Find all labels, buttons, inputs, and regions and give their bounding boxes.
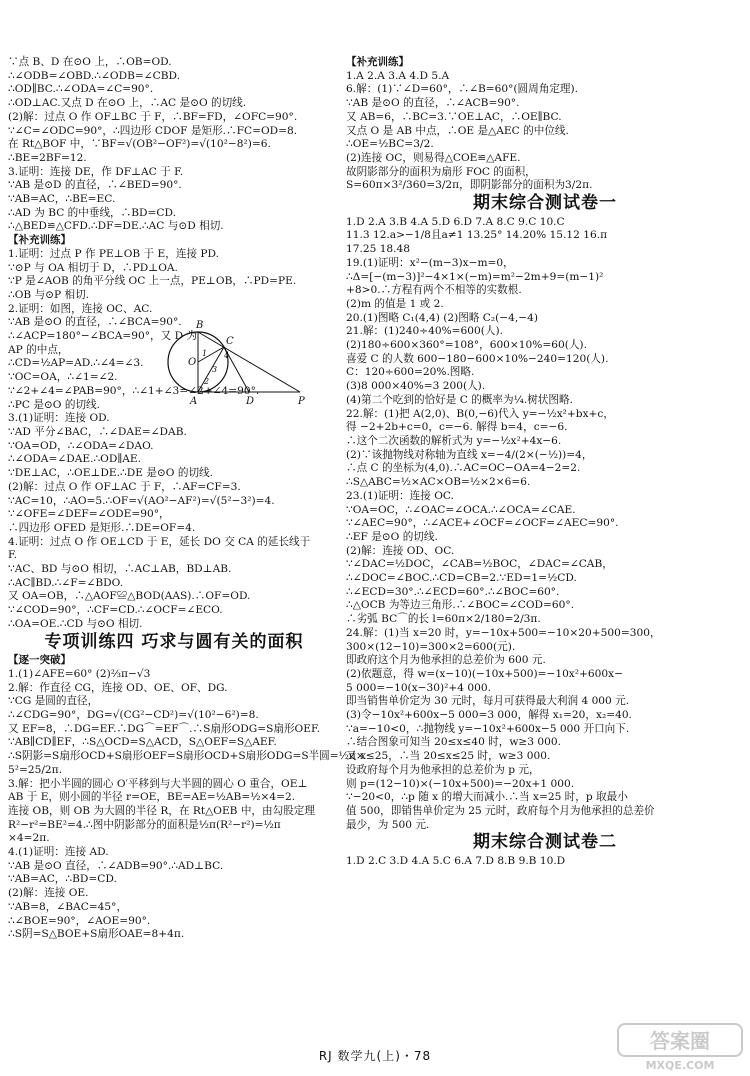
figure-label: 3: [212, 365, 218, 375]
text-line: ∴OA=OE.∴CD 与⊙O 相切.: [8, 617, 143, 630]
figure-label: 2: [204, 377, 210, 387]
text-line: S=60π×3²/360=3/2π，即阴影部分的面积为3/2π.: [346, 179, 593, 192]
text-line: (2)m 的值是 1 或 2.: [346, 297, 444, 310]
text-line: (4)第二个吃到的恰好是 C 的概率为¼.树状图略.: [346, 393, 573, 406]
text-line: 24.解：(1)当 x=20 时，y=−10x+500=−10×20+500=300，: [346, 626, 661, 639]
text-line: AP 的中点，: [8, 343, 69, 356]
text-line: ∵∠DAC=½DOC，∠CAB=½BOC，∠DAC=∠CAB，: [346, 558, 613, 571]
text-line: 即当销售单价定为 30 元时，每月可获得最大利润 4 000 元.: [346, 695, 630, 708]
text-line: (2)解：连接 OE.: [8, 887, 89, 900]
text-line: (2)解：过点 O 作 OF⊥BC 于 F，∴BF=FD，∠OFC=90°.: [8, 110, 298, 123]
text-line: ∵AB∥CD∥EF，∴S△OCD=S△ACD，S△OEF=S△AEF.: [8, 736, 277, 749]
text-line: 300×(12−10)=300×2=600(元).: [346, 640, 516, 653]
text-line: ∵AB 是⊙D 的直径，∴∠BED=90°.: [8, 179, 182, 192]
text-line: ∵−20<0，∴p 随 x 的增大而减小.∴当 x=25 时，p 取最小: [346, 791, 628, 804]
text-line: ∵AC、BD 与⊙O 相切，∴AC⊥AB，BD⊥AB.: [8, 563, 232, 576]
text-line: 即政府这个月为他承担的总差价为 600 元.: [346, 654, 546, 667]
text-line: 5²=25/2π.: [8, 763, 62, 776]
watermark-text: 答案圈: [650, 1029, 710, 1053]
text-line: ∴∠ODA=∠DAE.∴OD∥AE.: [8, 453, 142, 466]
figure-label: B: [196, 320, 204, 332]
text-line: ∴OE=½BC=3/2.: [346, 138, 434, 151]
text-line: 2.解：作直径 CG，连接 OD、OE、OF、DG.: [8, 681, 228, 694]
right-column: [346, 56, 744, 869]
text-line: (3)8 000×40%=3 200(人).: [346, 380, 486, 393]
text-line: ∵⊙P 与 OA 相切于 D，∴PD⊥OA.: [8, 261, 178, 274]
right-block-2: [346, 216, 744, 833]
right-block-3: [346, 855, 744, 869]
text-line: R²−r²=BE²=4.∴图中阴影部分的面积是½π(R²−r²)=½π: [8, 818, 281, 831]
text-line: 4.(1)证明：连接 AD.: [8, 846, 109, 859]
text-line: ∵OA=OD，∴∠ODA=∠DAO.: [8, 439, 154, 452]
text-line: 2.证明：如图，连接 OC、AC.: [8, 302, 153, 315]
text-line: ∵a=−10<0，∴抛物线 y=−10x²+600x−5 000 开口向下.: [346, 722, 630, 735]
section-tag: 【逐一突破】: [8, 654, 71, 667]
text-line: ×4=2π.: [8, 832, 50, 845]
text-line: 1.证明：过点 P 作 PE⊥OB 于 E，连接 PD.: [8, 247, 220, 260]
text-line: ∴∠DOC=∠BOC.∴CD=CB=2.∵ED=1=½CD.: [346, 572, 577, 585]
text-line: F.: [8, 549, 18, 562]
text-line: ∴四边形 OFED 是矩形.∴DE=OF=4.: [8, 521, 196, 534]
text-line: ∴OB 与⊙P 相切.: [8, 288, 90, 301]
text-line: 又 x≤25，∴当 20≤x≤25 时，w≥3 000.: [346, 750, 551, 763]
left-block-2: [8, 667, 365, 942]
text-line: ∴S△ABC=½×AC×OB=½×2×6=6.: [346, 476, 531, 489]
text-line: (2)解：连接 OD、OC.: [346, 544, 455, 557]
text-line: ∴OD⊥AC.又点 D 在⊙O 上，∴AC 是⊙O 的切线.: [8, 97, 247, 110]
text-line: ∴∠ODB=∠OBD.∴∠ODB=∠CBD.: [8, 69, 180, 82]
text-line: 故阴影部分的面积为扇形 FOC 的面积，: [346, 165, 536, 178]
text-line: ∵AB 是⊙O 的直径，∴∠BCA=90°.: [8, 316, 182, 329]
text-line: ∴∠ECD=30°.∴∠ECD=60°.∴∠BOC=60°.: [346, 585, 560, 598]
text-line: 1.D 2.C 3.D 4.A 5.C 6.A 7.D 8.B 9.B 10.D: [346, 855, 566, 868]
text-line: 又 OA=OB，∴△AOF≌△BOD(AAS).∴OF=OD.: [8, 590, 251, 603]
text-line: 20.(1)图略 C₁(4,4) (2)图略 C₂(−4,−4): [346, 311, 539, 324]
text-line: ∴∠ACP=180°−∠BCA=90°，又 D 为: [8, 330, 198, 343]
text-line: (2)∵该抛物线对称轴为直线 x=−4/(2×(−½))=4，: [346, 448, 593, 461]
text-line: ∵DE⊥AC，∴OE⊥DE.∴DE 是⊙O 的切线.: [8, 467, 213, 480]
exam-title-2: 期末综合测试卷二: [473, 832, 617, 853]
text-line: ∵∠2+∠4=∠PAB=90°，∴∠1+∠3=∠2+∠4=90°.: [8, 384, 260, 397]
text-line: ∴结合图象可知当 20≤x≤40 时，w≥3 000.: [346, 736, 561, 749]
text-line: 值 500，即销售单价定为 25 元时，政府每个月为他承担的总差价: [346, 804, 655, 817]
text-line: 4.证明：过点 O 作 OE⊥CD 于 E，延长 DO 交 CA 的延长线于: [8, 535, 311, 548]
text-line: ∵AD 平分∠BAC，∴∠DAE=∠DAB.: [8, 425, 187, 438]
text-line: ∴点 C 的坐标为(4,0).∴AC=OC−OA=4−2=2.: [346, 462, 581, 475]
text-line: ∵点 B、D 在⊙O 上，∴OB=OD.: [8, 56, 172, 68]
text-line: ∴PC 是⊙O 的切线.: [8, 398, 101, 411]
figure-label: D: [246, 396, 255, 408]
text-line: ∴Δ=[−(m−3)]²−4×1×(−m)=m²−2m+9=(m−1)²: [346, 270, 604, 283]
watermark-logo: [616, 1022, 744, 1072]
text-line: ∴△BED≌△CFD.∴DF=DE.∴AC 与⊙D 相切.: [8, 220, 224, 233]
text-line: ∵AB=8，∠BAC=45°，: [8, 900, 128, 913]
text-line: ∵P 是∠AOB 的角平分线 OC 上一点，PE⊥OB，∴PD=PE.: [8, 275, 297, 288]
text-line: ∴OD∥BC.∴∠ODA=∠C=90°.: [8, 83, 154, 96]
text-line: ∵OA=OC，∴∠OAC=∠OCA.∴∠OCA=∠CAE.: [346, 503, 576, 516]
section-tag: 【补充训练】: [346, 56, 409, 68]
text-line: C：120÷600=20%.图略.: [346, 366, 475, 379]
text-line: ∵AB 是⊙O 直径，∴∠ADB=90°.∴AD⊥BC.: [8, 859, 224, 872]
text-line: 又 EF=8，∴DG=EF.∴DG⌒=EF⌒.∴S扇形ODG=S扇形OEF.: [8, 722, 321, 735]
figure-label: 1: [202, 349, 208, 359]
text-line: ∴这个二次函数的解析式为 y=−½x²+4x−6.: [346, 434, 562, 447]
text-line: ∴AC∥BD.∴∠F=∠BDO.: [8, 576, 124, 589]
text-line: ∵OC=OA，∴∠1=∠2.: [8, 371, 118, 384]
exam-title-1: 期末综合测试卷一: [473, 193, 617, 214]
text-line: AB 于 E，则小圆的半径 r=OE，BE=AE=½AB=½×4=2.: [8, 791, 296, 804]
text-line: 3.(1)证明：连接 OD.: [8, 412, 110, 425]
text-line: (2)解：过点 O 作 OF⊥AC 于 F，∴AF=CF=3.: [8, 480, 241, 493]
text-line: ∵∠OFE=∠DEF=∠ODE=90°，: [8, 508, 170, 521]
text-line: ∴S阴影=S扇形OCD+S扇形OEF=S扇形OCD+S扇形ODG=S半圆=½π×: [8, 750, 365, 763]
text-line: 3.证明：连接 DE，作 DF⊥AC 于 F.: [8, 165, 184, 178]
text-line: 设政府每个月为他承担的总差价为 p 元，: [346, 763, 540, 776]
text-line: 最少，为 500 元.: [346, 818, 430, 831]
text-line: 17.25 18.48: [346, 243, 411, 256]
text-line: ∵∠C=∠ODC=90°，∴四边形 CDOF 是矩形.∴FC=OD=8.: [8, 124, 298, 137]
text-line: 1.D 2.A 3.B 4.A 5.D 6.D 7.A 8.C 9.C 10.C: [346, 215, 565, 228]
text-line: ∵∠AEC=90°，∴∠ACE+∠OCF=∠OCF=∠AEC=90°.: [346, 517, 619, 530]
text-line: ∵CG 是圆的直径，: [8, 695, 99, 708]
text-line: ∴S阴=S△BOE+S扇形OAE=8+4π.: [8, 928, 185, 941]
text-line: 在 Rt△BOF 中，∵BF=√(OB²−OF²)=√(10²−8²)=6.: [8, 138, 271, 151]
right-block-1: [346, 70, 744, 193]
text-line: ∴AD 为 BC 的中垂线，∴BD=CD.: [8, 206, 176, 219]
text-line: ∵∠COD=90°，∴CF=CD.∴∠OCF=∠ECO.: [8, 604, 223, 617]
page-footer: RJ 数学九(上)・78: [318, 1049, 432, 1063]
figure-secant-line: [198, 332, 300, 392]
text-line: 连接 OB，则 OB 为大圆的半径 R，在 Rt△OEB 中，由勾股定理: [8, 804, 315, 817]
text-line: 【补充训练】: [8, 234, 71, 247]
text-line: 19.(1)证明：x²−(m−3)x−m=0，: [346, 256, 514, 269]
left-block-1: [8, 56, 340, 632]
text-line: (2)依题意，得 w=(x−10)(−10x+500)=−10x²+600x−: [346, 667, 623, 680]
text-line: 5 000=−10(x−30)²+4 000.: [346, 681, 491, 694]
text-line: 又点 O 是 AB 中点，∴OE 是△AEC 的中位线.: [346, 124, 569, 137]
text-line: 3.解：把小半圆的圆心 O′平移到与大半圆的圆心 O 重合，OE⊥: [8, 777, 308, 790]
text-line: (3)令−10x²+600x−5 000=3 000，解得 x₁=20，x₂=40.: [346, 709, 632, 722]
figure-label: 4: [224, 351, 230, 361]
text-line: 6.解：(1)∵∠D=60°，∴∠B=60°(圆周角定理).: [346, 83, 579, 96]
text-line: ∵AB=AC，∴BD=CD.: [8, 873, 117, 886]
text-line: ∴EF 是⊙O 的切线.: [346, 530, 438, 543]
text-line: 得 −2+2b+c=0，c=−6. 解得 b=4，c=−6.: [346, 421, 568, 434]
text-line: ∵AC=10，∴AO=5.∴OF=√(AO²−AF²)=√(5²−3²)=4.: [8, 494, 275, 507]
text-line: ∴△OCB 为等边三角形.∴∠BOC=∠COD=60°.: [346, 599, 575, 612]
text-line: 11.3 12.a>−1/8且a≠1 13.25° 14.20% 15.12 16.π: [346, 229, 608, 242]
text-line: 23.(1)证明：连接 OC.: [346, 489, 454, 502]
text-line: 1.(1)∠AFE=60° (2)⅔π−√3: [8, 667, 151, 680]
text-line: ∵AB=AC，∴BE=EC.: [8, 193, 116, 206]
text-line: 21.解：(1)240÷40%=600(人).: [346, 325, 504, 338]
text-line: (2)连接 OC，则易得△COE≌△AFE.: [346, 151, 521, 164]
watermark-url: MXQE.COM: [645, 1059, 715, 1072]
left-column: [8, 56, 365, 942]
text-line: 22.解：(1)把 A(2,0)、B(0,−6)代入 y=−½x²+bx+c，: [346, 407, 614, 420]
text-line: ∴CD=½AP=AD.∴∠4=∠3.: [8, 357, 144, 370]
text-line: ∴∠CDG=90°，DG=√(CG²−CD²)=√(10²−6²)=8.: [8, 709, 259, 722]
text-line: 1.A 2.A 3.A 4.D 5.A: [346, 69, 450, 82]
figure-label: P: [298, 396, 305, 408]
figure-label: O: [188, 357, 197, 369]
text-line: 则 p=(12−10)×(−10x+500)=−20x+1 000.: [346, 777, 575, 790]
figure-label: C: [226, 336, 234, 348]
text-line: ∵AB 是⊙O 的直径，∴∠ACB=90°.: [346, 97, 520, 110]
text-line: ∴BE=2BF=12.: [8, 151, 87, 164]
text-line: 又 AB=6，∴BC=3.∵OE⊥AC，∴OE∥BC.: [346, 110, 562, 123]
text-line: ∴∠BOE=90°，∠AOE=90°.: [8, 914, 151, 927]
figure-label: A: [190, 396, 198, 408]
section-title-area: 专项训练四 巧求与圆有关的面积: [44, 631, 304, 652]
text-line: ∴劣弧 BC⌒的长 l=60π×2/180=2/3π.: [346, 613, 541, 626]
text-line: +8>0.∴方程有两个不相等的实数根.: [346, 284, 522, 297]
text-line: 喜爱 C 的人数 600−180−600×10%−240=120(人).: [346, 352, 609, 365]
text-line: (2)180÷600×360°=108°，600×10%=60(人).: [346, 339, 587, 352]
